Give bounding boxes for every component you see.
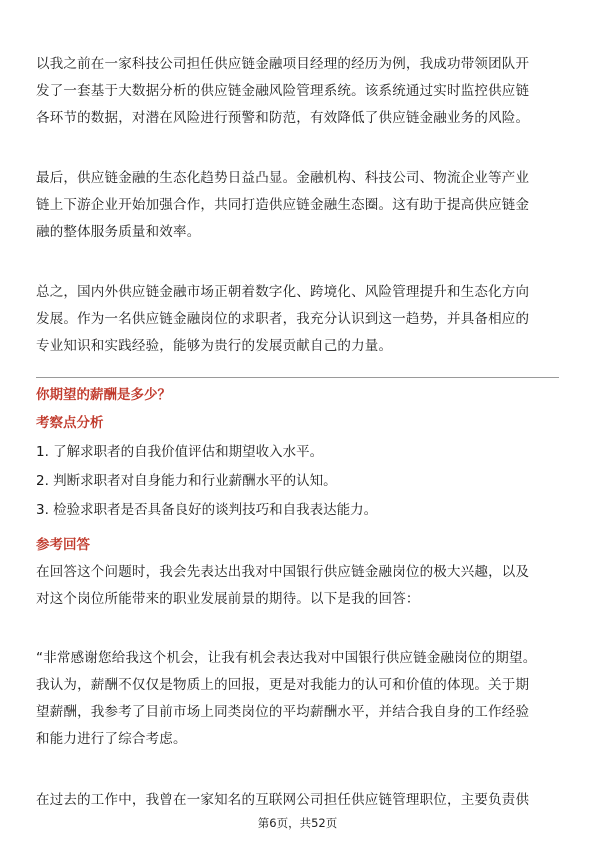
text-line: 发展。作为一名供应链金融岗位的求职者，我充分认识到这一趋势，并具备相应的 <box>36 311 530 327</box>
analysis-item: 1. 了解求职者的自我价值评估和期望收入水平。 <box>36 444 324 460</box>
text-line: 最后，供应链金融的生态化趋势日益凸显。金融机构、科技公司、物流企业等产业 <box>36 170 530 186</box>
section-divider <box>36 377 559 378</box>
text-line: 望薪酬，我参考了目前市场上同类岗位的平均薪酬水平，并结合我自身的工作经验 <box>36 704 530 720</box>
analysis-item: 3. 检验求职者是否具备良好的谈判技巧和自我表达能力。 <box>36 502 378 518</box>
analysis-item: 2. 判断求职者对自身能力和行业薪酬水平的认知。 <box>36 473 337 489</box>
text-line: 和能力进行了综合考虑。 <box>36 731 187 747</box>
text-line: 以我之前在一家科技公司担任供应链金融项目经理的经历为例，我成功带领团队开 <box>36 56 530 72</box>
answer-paragraph <box>36 559 559 613</box>
body-paragraph <box>36 165 559 246</box>
body-paragraph <box>36 51 559 132</box>
body-paragraph <box>36 279 559 360</box>
analysis-heading: 考察点分析 <box>36 415 104 431</box>
text-line: 对这个岗位所能带来的职业发展前景的期待。以下是我的回答： <box>36 591 420 607</box>
answer-heading: 参考回答 <box>36 537 90 553</box>
text-line: 总之，国内外供应链金融市场正朝着数字化、跨境化、风险管理提升和生态化方向 <box>36 284 530 300</box>
text-line: 我认为，薪酬不仅仅是物质上的回报，更是对我能力的认可和价值的体现。关于期 <box>36 677 530 693</box>
page-number-footer: 第6页，共52页 <box>257 816 338 830</box>
text-line: 在过去的工作中，我曾在一家知名的互联网公司担任供应链管理职位，主要负责供 <box>36 792 530 808</box>
text-line: “非常感谢您给我这个机会，让我有机会表达我对中国银行供应链金融岗位的期望。 <box>36 650 537 666</box>
question-heading: 你期望的薪酬是多少？ <box>36 387 171 403</box>
text-line: 发了一套基于大数据分析的供应链金融风险管理系统。该系统通过实时监控供应链 <box>36 83 530 99</box>
answer-paragraph <box>36 787 559 814</box>
text-line: 链上下游企业开始加强合作，共同打造供应链金融生态圈。这有助于提高供应链金 <box>36 197 530 213</box>
text-line: 融的整体服务质量和效率。 <box>36 224 201 240</box>
text-line: 各环节的数据，对潜在风险进行预警和防范，有效降低了供应链金融业务的风险。 <box>36 110 530 126</box>
answer-paragraph <box>36 645 559 753</box>
text-line: 专业知识和实践经验，能够为贵行的发展贡献自己的力量。 <box>36 338 393 354</box>
text-line: 在回答这个问题时，我会先表达出我对中国银行供应链金融岗位的极大兴趣，以及 <box>36 564 530 580</box>
